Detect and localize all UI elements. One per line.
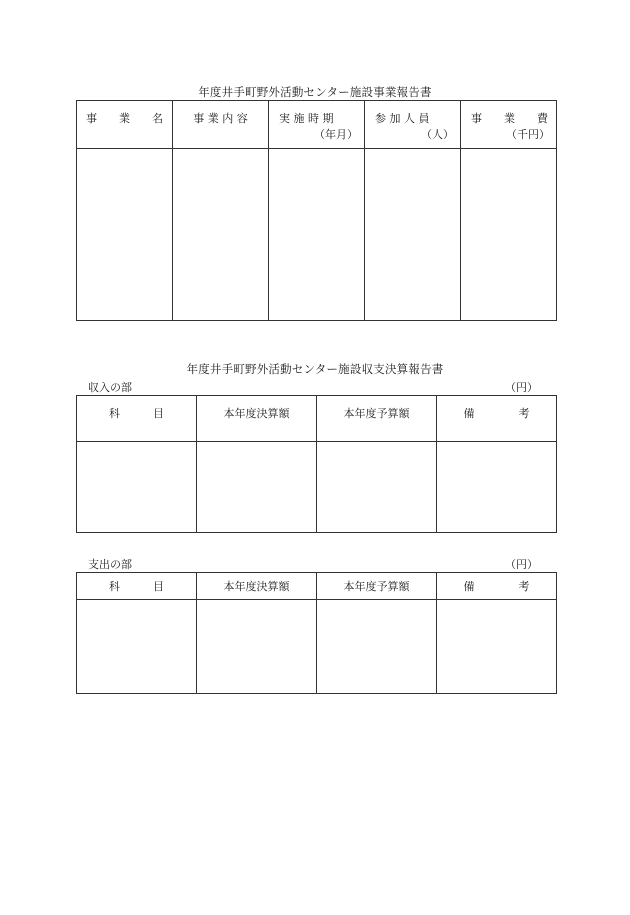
- header-cost: [461, 101, 557, 149]
- header-project-name: [77, 101, 173, 149]
- header-period: [269, 101, 365, 149]
- body-cell[interactable]: [77, 600, 197, 694]
- expense-header-actual: [197, 573, 317, 600]
- header-cost-label: 事 業 費: [471, 112, 548, 125]
- body-cell[interactable]: [197, 442, 317, 533]
- expense-header-budget: [317, 573, 437, 600]
- body-cell[interactable]: [269, 149, 365, 321]
- expense-section-label: 支出の部: [88, 558, 132, 571]
- income-header-item: [77, 396, 197, 442]
- income-unit: （円）: [505, 381, 538, 394]
- expense-header-remarks-label: 備 考: [463, 580, 530, 593]
- activity-report-table: [76, 100, 557, 321]
- header-participants-unit: （人）: [421, 128, 454, 141]
- body-cell[interactable]: [461, 149, 557, 321]
- income-header-budget-label: 本年度予算額: [343, 407, 410, 420]
- income-header-actual: [197, 396, 317, 442]
- header-period-label: 実 施 時 期: [279, 112, 334, 125]
- header-participants-label: 参 加 人 員: [375, 112, 430, 125]
- income-header-remarks: [437, 396, 557, 442]
- header-participants: [365, 101, 461, 149]
- body-cell[interactable]: [317, 442, 437, 533]
- body-cell[interactable]: [173, 149, 269, 321]
- settlement-report-title: 年度井手町野外活動センター施設収支決算報告書: [186, 362, 444, 376]
- income-section-label: 収入の部: [88, 381, 132, 394]
- expense-header-budget-label: 本年度予算額: [343, 580, 410, 593]
- expense-header-item: [77, 573, 197, 600]
- expense-table: [76, 572, 557, 694]
- header-cost-unit: （千円）: [506, 128, 550, 141]
- expense-header-remarks: [437, 573, 557, 600]
- body-cell[interactable]: [437, 600, 557, 694]
- expense-header-item-label: 科 目: [109, 580, 164, 593]
- body-cell[interactable]: [77, 442, 197, 533]
- header-project-content: [173, 101, 269, 149]
- header-project-content-label: 事 業 内 容: [193, 112, 248, 125]
- header-period-unit: （年月）: [314, 128, 358, 141]
- income-table: [76, 395, 557, 533]
- body-cell[interactable]: [77, 149, 173, 321]
- body-cell[interactable]: [317, 600, 437, 694]
- header-project-name-label: 事 業 名: [86, 112, 163, 125]
- activity-report-title: 年度井手町野外活動センター施設事業報告書: [198, 85, 432, 99]
- body-cell[interactable]: [197, 600, 317, 694]
- expense-header-actual-label: 本年度決算額: [223, 580, 290, 593]
- income-header-item-label: 科 目: [109, 407, 164, 420]
- income-header-remarks-label: 備 考: [463, 407, 530, 420]
- expense-unit: （円）: [505, 558, 538, 571]
- body-cell[interactable]: [437, 442, 557, 533]
- body-cell[interactable]: [365, 149, 461, 321]
- income-header-actual-label: 本年度決算額: [223, 407, 290, 420]
- income-header-budget: [317, 396, 437, 442]
